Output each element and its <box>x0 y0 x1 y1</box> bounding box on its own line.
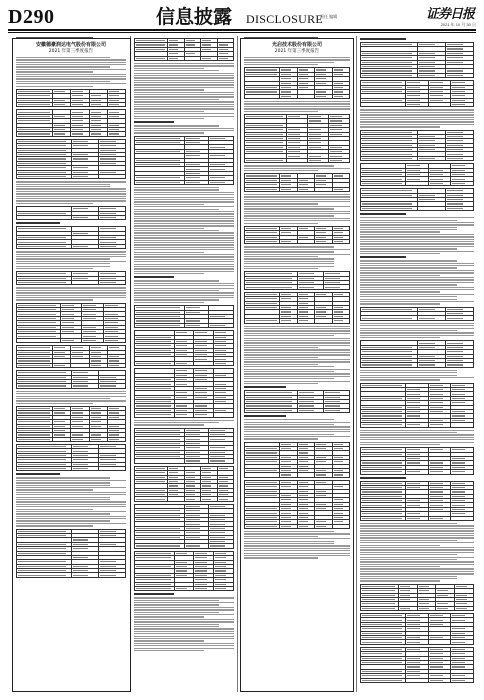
table-cell <box>209 544 234 548</box>
table-cell <box>17 339 61 343</box>
text-paragraph <box>16 511 126 527</box>
table-cell <box>135 413 175 417</box>
section-heading <box>360 213 406 215</box>
section-heading <box>360 256 406 258</box>
table-cell <box>175 587 195 591</box>
table-cell <box>308 159 329 163</box>
table-cell <box>185 497 202 501</box>
table-cell <box>17 132 53 136</box>
text-paragraph <box>134 125 234 133</box>
table-cell <box>280 319 298 323</box>
table-cell <box>72 281 99 285</box>
table-cell <box>194 362 214 366</box>
data-table <box>360 447 474 474</box>
text-paragraph <box>360 217 474 233</box>
table-cell <box>429 423 452 427</box>
table-cell <box>53 364 71 368</box>
table-cell <box>446 207 474 211</box>
table-cell <box>90 132 108 136</box>
table-cell <box>298 473 316 477</box>
text-paragraph <box>244 366 350 384</box>
text-paragraph <box>134 230 234 253</box>
table-cell <box>17 384 72 388</box>
text-paragraph <box>244 57 350 65</box>
table-cell <box>245 473 280 477</box>
table-cell <box>418 316 446 320</box>
text-paragraph <box>16 492 126 510</box>
data-table <box>244 173 350 192</box>
data-table <box>16 109 126 136</box>
table-cell <box>135 587 175 591</box>
table-cell <box>361 640 406 644</box>
table-cell <box>53 132 71 136</box>
text-paragraph <box>244 246 350 257</box>
column-divider <box>237 36 238 692</box>
table-cell <box>72 384 99 388</box>
table-cell <box>361 182 406 186</box>
table-cell <box>315 525 333 529</box>
data-table <box>134 305 234 328</box>
table-cell <box>135 362 175 366</box>
table-cell <box>218 497 235 501</box>
text-paragraph <box>360 294 474 305</box>
table-cell <box>280 525 298 529</box>
table-cell <box>333 319 351 323</box>
table-cell <box>209 181 234 185</box>
table-cell <box>406 640 429 644</box>
table-cell <box>17 245 72 249</box>
table-cell <box>72 216 99 220</box>
table-cell <box>324 285 350 289</box>
data-table <box>360 481 474 522</box>
table-cell <box>418 607 437 611</box>
table-cell <box>429 182 452 186</box>
data-table <box>244 67 350 99</box>
table-cell <box>399 607 418 611</box>
table-cell <box>99 216 126 220</box>
text-paragraph <box>360 323 474 339</box>
data-table <box>16 226 126 249</box>
table-cell <box>135 497 168 501</box>
table-cell <box>333 473 351 477</box>
table-cell <box>451 640 474 644</box>
table-cell <box>451 679 474 683</box>
table-cell <box>185 57 202 61</box>
data-table <box>134 136 234 185</box>
table-cell <box>429 517 452 521</box>
text-paragraph <box>134 92 234 112</box>
section-heading <box>16 222 60 224</box>
table-cell <box>245 409 298 413</box>
data-table <box>134 368 234 417</box>
data-table <box>244 480 350 529</box>
data-table <box>244 292 350 324</box>
table-cell <box>429 640 452 644</box>
data-table <box>134 551 234 592</box>
text-paragraph <box>244 326 350 349</box>
table-cell <box>245 525 280 529</box>
data-table <box>134 504 234 549</box>
data-table <box>360 130 474 162</box>
table-cell <box>71 103 89 107</box>
table-cell <box>446 316 474 320</box>
text-paragraph <box>360 523 474 546</box>
text-paragraph <box>134 420 234 426</box>
text-paragraph <box>134 63 234 69</box>
table-cell <box>418 363 446 367</box>
table-cell <box>361 103 406 107</box>
text-paragraph <box>134 254 234 274</box>
table-cell <box>298 240 316 244</box>
data-table <box>244 390 350 413</box>
table-cell <box>72 245 99 249</box>
text-paragraph <box>16 74 126 87</box>
table-cell <box>72 175 99 179</box>
data-table <box>244 271 350 290</box>
table-cell <box>298 95 316 99</box>
issue-date: 2021 年 10 月 30 日 <box>440 22 476 27</box>
data-table <box>16 303 126 344</box>
table-cell <box>214 413 234 417</box>
data-table <box>16 89 126 108</box>
table-cell <box>298 188 316 192</box>
table-cell <box>99 573 126 577</box>
text-paragraph <box>134 619 234 642</box>
text-paragraph <box>16 57 126 73</box>
table-cell <box>99 245 126 249</box>
table-cell <box>104 339 126 343</box>
table-cell <box>185 324 210 328</box>
table-cell <box>333 95 351 99</box>
table-cell <box>329 159 350 163</box>
text-paragraph <box>134 113 234 119</box>
table-cell <box>446 363 474 367</box>
data-table <box>16 406 126 442</box>
data-table <box>360 80 474 107</box>
table-cell <box>209 459 234 463</box>
table-cell <box>71 132 89 136</box>
section-heading <box>134 276 174 278</box>
data-table <box>360 584 474 611</box>
section-heading <box>244 386 286 388</box>
text-paragraph <box>134 597 234 617</box>
table-cell <box>185 459 210 463</box>
table-cell <box>280 473 298 477</box>
table-cell <box>406 423 429 427</box>
table-cell <box>17 573 72 577</box>
table-cell <box>214 362 234 366</box>
table-cell <box>446 157 474 161</box>
table-cell <box>17 281 72 285</box>
column-1 <box>16 36 126 692</box>
table-cell <box>99 175 126 179</box>
text-paragraph <box>360 370 474 381</box>
table-cell <box>90 364 108 368</box>
table-cell <box>429 470 452 474</box>
data-table <box>360 42 474 78</box>
newspaper-logo: 证券日报 <box>426 7 475 22</box>
data-table <box>244 226 350 245</box>
data-table <box>16 139 126 180</box>
table-cell <box>90 438 108 442</box>
table-cell <box>315 319 333 323</box>
text-paragraph <box>134 206 234 229</box>
text-paragraph <box>16 391 126 404</box>
table-cell <box>287 159 308 163</box>
table-cell <box>280 95 298 99</box>
report-title: 2021 年第三季度报告 <box>274 49 320 55</box>
text-paragraph <box>16 181 126 204</box>
table-cell <box>298 285 324 289</box>
column-4 <box>360 36 474 692</box>
table-cell <box>185 544 210 548</box>
table-cell <box>418 157 446 161</box>
section-heading <box>360 477 406 479</box>
table-cell <box>418 74 446 78</box>
text-paragraph <box>16 251 126 269</box>
header-rule-thin <box>8 32 476 33</box>
table-cell <box>185 181 210 185</box>
table-cell <box>17 103 53 107</box>
table-cell <box>108 103 126 107</box>
data-table <box>360 340 474 367</box>
table-cell <box>315 240 333 244</box>
section-heading <box>360 38 406 40</box>
table-cell <box>135 544 185 548</box>
table-cell <box>99 281 126 285</box>
header-rule <box>8 29 476 31</box>
text-paragraph <box>244 419 350 439</box>
text-paragraph <box>360 547 474 567</box>
text-paragraph <box>360 109 474 127</box>
table-cell <box>108 438 126 442</box>
table-cell <box>451 423 474 427</box>
table-cell <box>135 181 185 185</box>
table-cell <box>71 364 89 368</box>
table-cell <box>99 384 126 388</box>
data-table <box>16 370 126 389</box>
section-heading <box>134 121 174 123</box>
table-cell <box>194 587 214 591</box>
text-paragraph <box>16 287 126 300</box>
text-paragraph <box>134 70 234 90</box>
text-paragraph <box>244 538 350 558</box>
data-table <box>16 271 126 285</box>
table-cell <box>361 157 418 161</box>
table-cell <box>361 316 418 320</box>
section-heading <box>16 473 60 475</box>
section-title-english: DISCLOSURE <box>246 12 324 26</box>
table-cell <box>315 473 333 477</box>
data-table <box>134 38 234 61</box>
text-paragraph <box>360 234 474 254</box>
column-divider <box>356 36 357 692</box>
table-cell <box>446 74 474 78</box>
table-cell <box>406 103 429 107</box>
table-cell <box>429 679 452 683</box>
data-table <box>134 466 234 502</box>
data-table <box>134 330 234 366</box>
data-table <box>16 345 126 368</box>
text-paragraph <box>244 194 350 205</box>
table-cell <box>245 319 280 323</box>
table-cell <box>298 409 324 413</box>
table-cell <box>135 459 185 463</box>
table-cell <box>245 240 280 244</box>
table-cell <box>245 95 280 99</box>
masthead <box>8 6 476 28</box>
data-table <box>360 613 474 645</box>
data-table <box>244 114 350 163</box>
table-cell <box>361 470 406 474</box>
text-paragraph <box>244 165 350 171</box>
data-table <box>244 442 350 478</box>
table-cell <box>315 95 333 99</box>
table-cell <box>17 175 72 179</box>
data-table <box>16 444 126 471</box>
text-paragraph <box>244 206 350 224</box>
table-cell <box>17 438 53 442</box>
text-paragraph <box>134 643 234 651</box>
table-cell <box>135 57 168 61</box>
table-cell <box>17 216 72 220</box>
table-cell <box>451 470 474 474</box>
text-paragraph <box>244 258 350 269</box>
table-cell <box>361 207 418 211</box>
table-cell <box>71 438 89 442</box>
table-cell <box>53 438 71 442</box>
table-cell <box>333 525 351 529</box>
table-cell <box>245 188 280 192</box>
table-cell <box>333 240 351 244</box>
table-cell <box>194 413 214 417</box>
text-paragraph <box>244 531 350 537</box>
text-paragraph <box>360 430 474 446</box>
text-paragraph <box>244 359 350 365</box>
table-cell <box>218 57 235 61</box>
table-cell <box>245 159 287 163</box>
company-name: 光启技术股份有限公司 <box>271 42 322 49</box>
table-cell <box>17 364 53 368</box>
table-cell <box>82 339 104 343</box>
table-cell <box>72 467 99 471</box>
table-cell <box>451 182 474 186</box>
table-cell <box>429 103 452 107</box>
editor-meta: 责任 编辑 <box>320 14 338 19</box>
table-cell <box>451 517 474 521</box>
section-heading <box>244 415 286 417</box>
company-name: 安徽德豪润达电气股份有限公司 <box>35 42 106 49</box>
section-title: 信息披露 <box>156 6 233 28</box>
table-cell <box>280 240 298 244</box>
table-cell <box>406 517 429 521</box>
table-cell <box>175 413 195 417</box>
table-cell <box>451 103 474 107</box>
text-paragraph <box>16 477 126 490</box>
table-cell <box>245 285 298 289</box>
text-paragraph <box>244 349 350 357</box>
table-cell <box>168 57 185 61</box>
report-title: 2021 年第三季度报告 <box>48 49 94 55</box>
table-cell <box>361 517 406 521</box>
table-cell <box>315 188 333 192</box>
text-paragraph <box>360 277 474 293</box>
data-table <box>16 529 126 578</box>
text-paragraph <box>244 101 350 112</box>
text-paragraph <box>134 280 234 303</box>
table-cell <box>108 132 126 136</box>
table-cell <box>99 467 126 471</box>
data-table <box>360 647 474 683</box>
table-cell <box>361 74 418 78</box>
table-cell <box>333 188 351 192</box>
table-cell <box>418 207 446 211</box>
table-cell <box>175 362 195 366</box>
table-cell <box>214 587 234 591</box>
table-cell <box>280 188 298 192</box>
table-cell <box>298 525 316 529</box>
table-cell <box>209 324 234 328</box>
data-table <box>134 428 234 464</box>
table-cell <box>455 607 474 611</box>
table-cell <box>324 409 350 413</box>
table-cell <box>406 182 429 186</box>
table-cell <box>53 103 71 107</box>
table-cell <box>90 103 108 107</box>
table-cell <box>361 363 418 367</box>
table-cell <box>168 497 185 501</box>
table-cell <box>298 319 316 323</box>
table-cell <box>108 364 126 368</box>
data-table <box>360 307 474 321</box>
table-cell <box>135 324 185 328</box>
table-cell <box>436 607 455 611</box>
table-cell <box>17 467 72 471</box>
column-3 <box>244 36 350 692</box>
table-cell <box>72 573 99 577</box>
section-heading <box>134 593 174 595</box>
data-table <box>360 163 474 186</box>
table-cell <box>361 423 406 427</box>
data-table <box>360 383 474 428</box>
table-cell <box>361 607 399 611</box>
text-paragraph <box>360 260 474 276</box>
table-cell <box>201 497 218 501</box>
table-cell <box>406 679 429 683</box>
text-paragraph <box>360 568 474 581</box>
table-cell <box>406 470 429 474</box>
column-2 <box>134 36 234 692</box>
data-table <box>360 188 474 211</box>
text-paragraph <box>134 187 234 205</box>
page-number: D290 <box>8 6 55 28</box>
table-cell <box>61 339 83 343</box>
table-cell <box>201 57 218 61</box>
data-table <box>16 206 126 220</box>
table-cell <box>361 679 406 683</box>
